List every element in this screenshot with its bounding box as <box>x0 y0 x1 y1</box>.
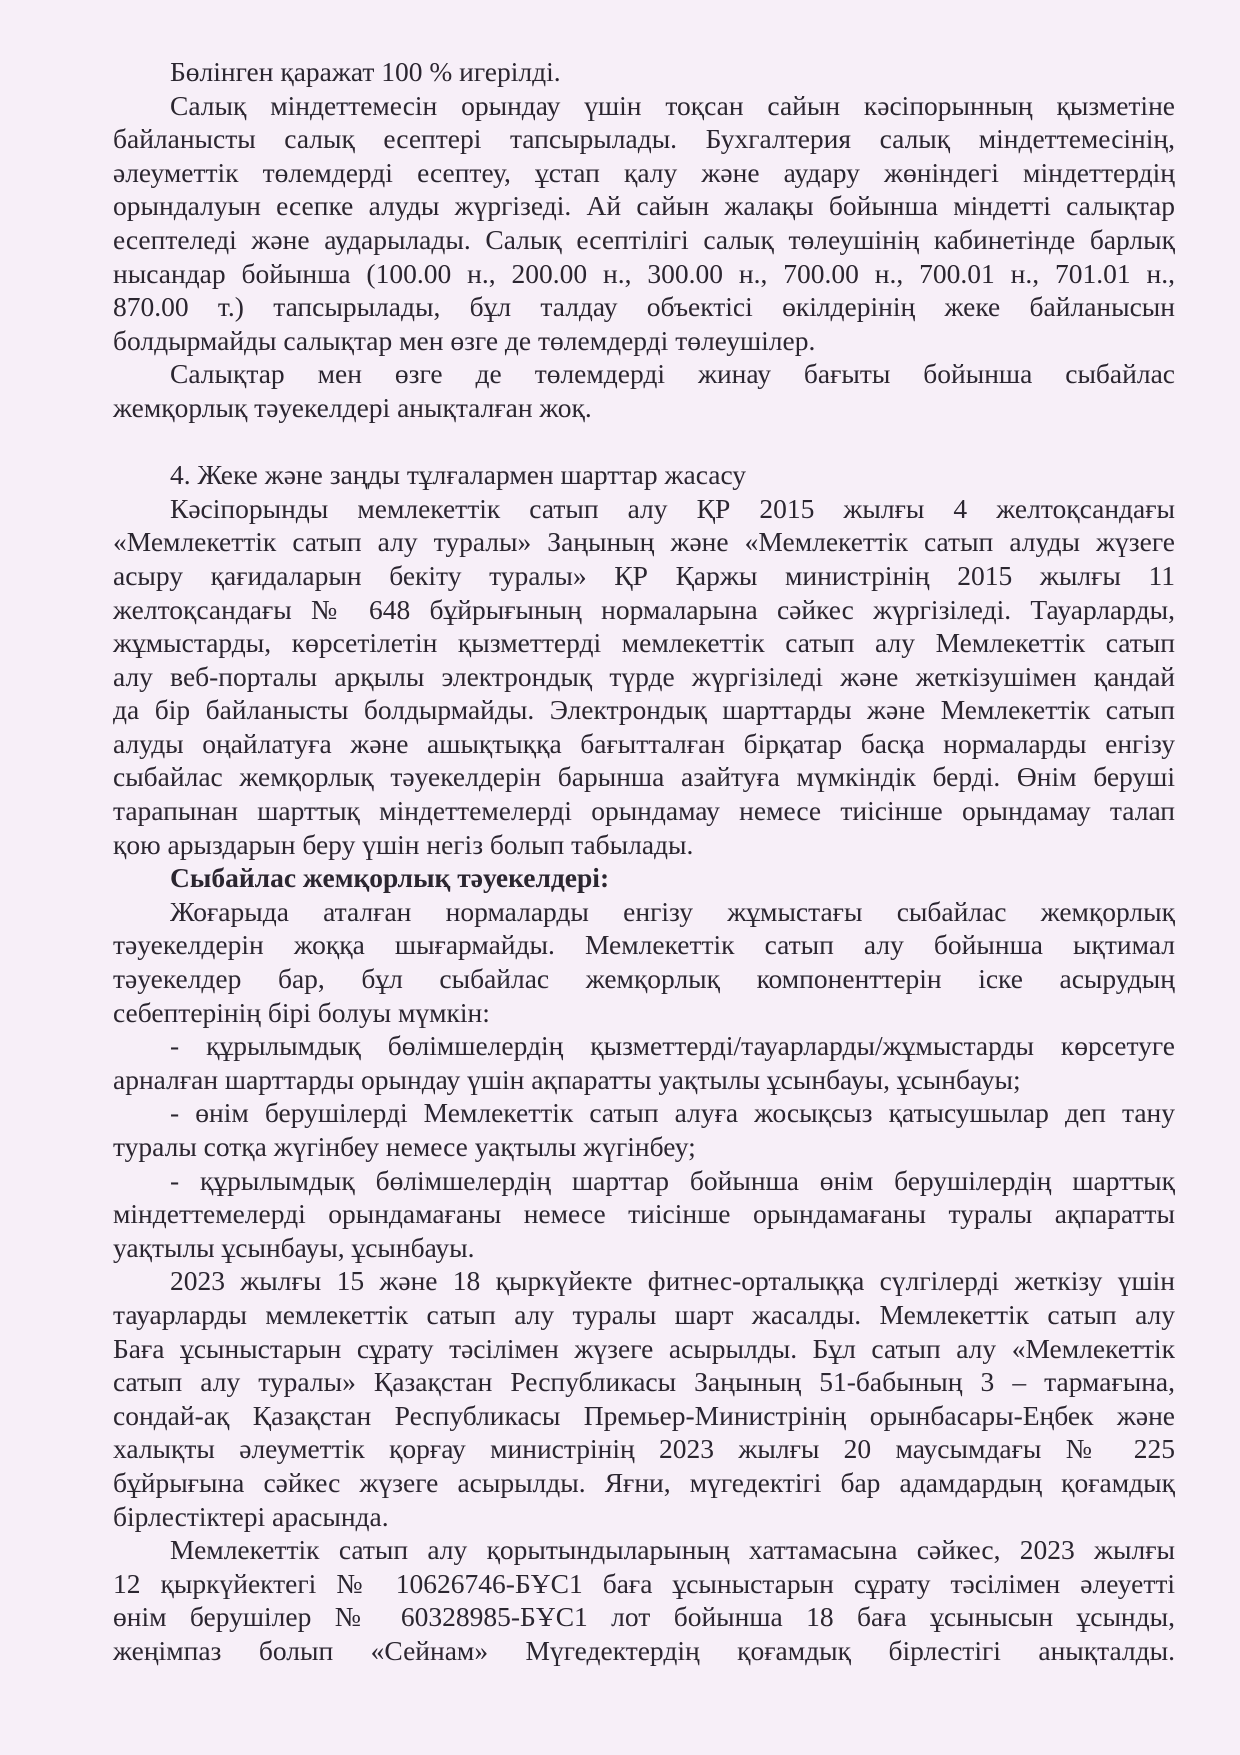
text-line: да бір байланысты болдырмайды. Электрондық шарттарды және Мемлекеттік сатып <box>113 694 1175 726</box>
text-line: Салықтар мен өзге де төлемдерді жинау бағыты бойынша сыбайлас <box>170 358 1175 390</box>
text-line: халықты әлеуметтік қорғау министрінің 2023 жылғы 20 маусымдағы № 225 <box>113 1433 1175 1465</box>
list-item <box>113 1164 1175 1265</box>
paragraph <box>113 89 1175 358</box>
text-line: 12 қыркүйектегі № 10626746-БҰС1 баға ұсыныстарын сұрату тәсілімен әлеуетті <box>113 1567 1175 1599</box>
text-line: сондай-ақ Қазақстан Республикасы Премьер-Министрінің орынбасары-Еңбек және <box>113 1399 1175 1431</box>
text-line: Салық міндеттемесін орындау үшін тоқсан сайын кәсіпорынның қызметіне <box>170 89 1175 121</box>
text-line: нысандар бойынша (100.00 н., 200.00 н., 300.00 н., 700.00 н., 700.01 н., 701.01 н., <box>113 257 1175 289</box>
text-line: жұмыстарды, көрсетілетін қызметтерді мемлекеттік сатып алу Мемлекеттік сатып <box>113 627 1175 659</box>
text-line: желтоқсандағы № 648 бұйрығының нормаларына сәйкес жүргізіледі. Тауарларды, <box>113 593 1175 625</box>
text-line: сыбайлас жемқорлық тәуекелдерін барынша азайтуға мүмкіндік берді. Өнім беруші <box>113 761 1175 793</box>
list-item <box>113 1096 1175 1163</box>
paragraph <box>113 55 1175 89</box>
paragraph <box>113 492 1175 862</box>
text-line: 4. Жеке және заңды тұлғалармен шарттар жасасу <box>170 459 747 491</box>
text-line: алуды оңайлатуға және ашықтыққа бағытталған бірқатар басқа нормаларды енгізу <box>113 727 1175 759</box>
text-line: арналған шарттарды орындау үшін ақпаратты уақтылы ұсынбауы, ұсынбауы; <box>113 1063 1021 1095</box>
text-line: бірлестіктері арасында. <box>113 1500 389 1532</box>
text-line: тарапынан шарттық міндеттемелерді орындамау немесе тиісінше орындамау талап <box>113 795 1175 827</box>
paragraph <box>113 1533 1175 1667</box>
text-line: Баға ұсыныстарын сұрату тәсілімен жүзеге асырылды. Бұл сатып алу «Мемлекеттік <box>113 1332 1175 1364</box>
text-line: тәуекелдерін жоққа шығармайды. Мемлекеттік сатып алу бойынша ықтимал <box>113 929 1175 961</box>
text-line: Кәсіпорынды мемлекеттік сатып алу ҚР 2015 жылғы 4 желтоқсандағы <box>170 492 1175 524</box>
text-line: болдырмайды салықтар мен өзге де төлемдерді төлеушілер. <box>113 324 816 356</box>
text-line: жемқорлық тәуекелдері анықталған жоқ. <box>113 391 592 423</box>
bold-heading <box>113 861 1175 895</box>
section-heading <box>113 458 1175 492</box>
text-line: Мемлекеттік сатып алу қорытындыларының хаттамасына сәйкес, 2023 жылғы <box>170 1534 1175 1566</box>
text-line: туралы сотқа жүгінбеу немесе уақтылы жүгінбеу; <box>113 1131 696 1162</box>
text-line: алу веб-порталы арқылы электрондық түрде жүргізіледі және жеткізушімен қандай <box>113 660 1175 692</box>
document-page <box>113 55 1175 1668</box>
text-line: байланысты салық есептері тапсырылады. Бухгалтерия салық міндеттемесінің, <box>113 123 1175 155</box>
text-line: міндеттемелерді орындамағаны немесе тиісінше орындамағаны туралы ақпаратты <box>113 1198 1175 1230</box>
blank-line <box>113 425 1175 459</box>
text-line: бұйрығына сәйкес жүзеге асырылды. Яғни, мүгедектігі бар адамдардың қоғамдық <box>113 1466 1175 1498</box>
text-line: - құрылымдық бөлімшелердің қызметтерді/тауарларды/жұмыстарды көрсетуге <box>170 1030 1175 1062</box>
text-line: есептеледі және аударылады. Салық есептілігі салық төлеушінің кабинетінде барлық <box>113 223 1175 255</box>
text-line: қою арыздарын беру үшін негіз болып табылады. <box>113 828 694 860</box>
text-line: тауарларды мемлекеттік сатып алу туралы шарт жасалды. Мемлекеттік сатып алу <box>113 1298 1175 1330</box>
text-line: орындалуын есепке алуды жүргізеді. Ай сайын жалақы бойынша міндетті салықтар <box>113 190 1175 222</box>
text-line: - құрылымдық бөлімшелердің шарттар бойынша өнім берушілердің шарттық <box>170 1164 1175 1196</box>
text-line: жеңімпаз болып «Сейнам» Мүгедектердің қоғамдық бірлестігі анықталды. <box>113 1634 1175 1666</box>
text-line: асыру қағидаларын бекіту туралы» ҚР Қаржы министрінің 2015 жылғы 11 <box>113 559 1175 591</box>
list-item <box>113 1029 1175 1096</box>
text-line: Жоғарыда аталған нормаларды енгізу жұмыстағы сыбайлас жемқорлық <box>170 895 1175 927</box>
text-line: өнім берушілер № 60328985-БҰС1 лот бойынша 18 баға ұсынысын ұсынды, <box>113 1601 1175 1633</box>
paragraph <box>113 1264 1175 1533</box>
text-line: «Мемлекеттік сатып алу туралы» Заңының және «Мемлекеттік сатып алуды жүзеге <box>113 526 1175 558</box>
text-line: - өнім берушілерді Мемлекеттік сатып алуға жосықсыз қатысушылар деп тану <box>170 1097 1175 1129</box>
text-line: тәуекелдер бар, бұл сыбайлас жемқорлық компоненттерін іске асырудың <box>113 963 1175 995</box>
text-line: Бөлінген қаражат 100 % игерілді. <box>170 56 561 87</box>
text-line: Сыбайлас жемқорлық тәуекелдері: <box>170 862 610 894</box>
paragraph <box>113 357 1175 424</box>
text-line: себептерінің бірі болуы мүмкін: <box>113 996 490 1028</box>
text-line: уақтылы ұсынбауы, ұсынбауы. <box>113 1231 475 1263</box>
text-line: 870.00 т.) тапсырылады, бұл талдау объектісі өкілдерінің жеке байланысын <box>113 291 1175 323</box>
text-line: әлеуметтік төлемдерді есептеу, ұстап қалу және аудару жөніндегі міндеттердің <box>113 156 1175 188</box>
text-line: 2023 жылғы 15 және 18 қыркүйекте фитнес-орталыққа сүлгілерді жеткізу үшін <box>170 1265 1175 1297</box>
paragraph <box>113 895 1175 1029</box>
text-line: сатып алу туралы» Қазақстан Республикасы Заңының 51-бабының 3 – тармағына, <box>113 1366 1175 1398</box>
